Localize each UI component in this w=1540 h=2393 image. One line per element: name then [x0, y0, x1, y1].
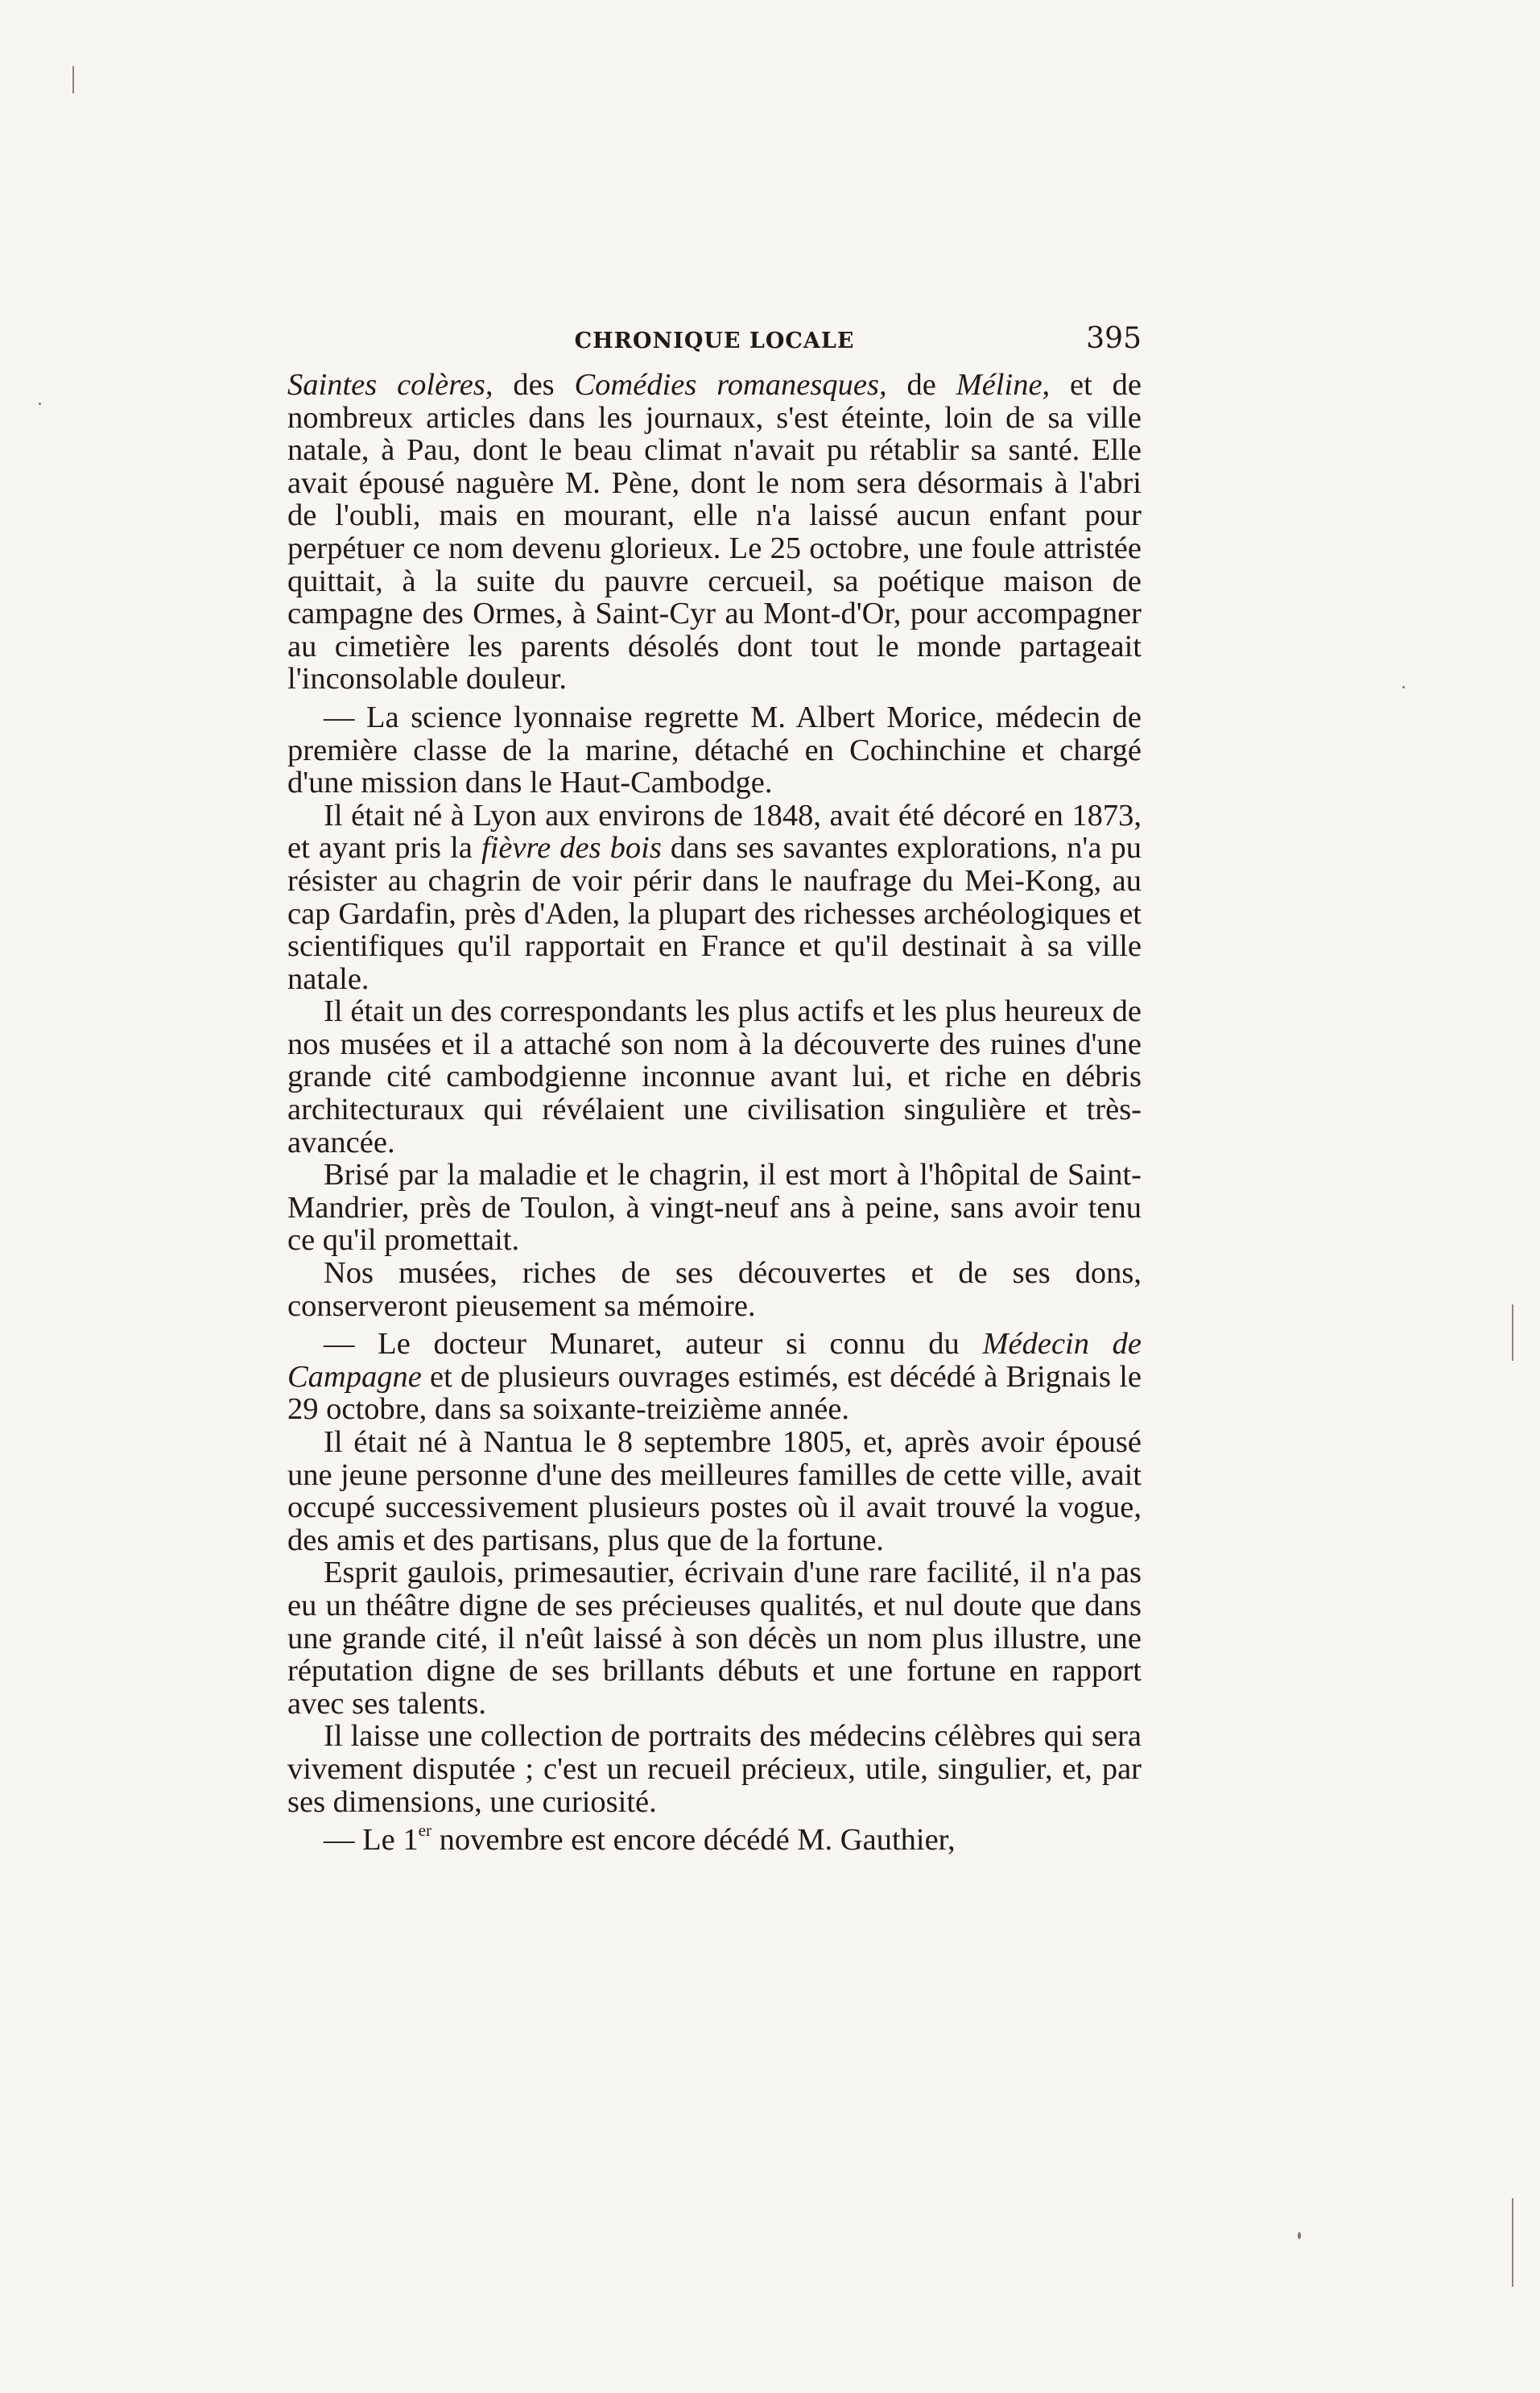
- running-header: [287, 322, 1142, 362]
- header-title: CHRONIQUE LOCALE: [574, 329, 855, 353]
- body-text: [287, 369, 1142, 1857]
- paragraph: Esprit gaulois, primesautier, écrivain d'une rare facilité, il n'a pas eu un théâtre digne de ses précieuses qualités, et nul doute que dans une grande cité, il n'eût laissé à son décès un nom plus illustre, une réputation digne de ses brillants débuts et une fortune en rapport avec ses talents.: [287, 1556, 1142, 1721]
- scan-speck: [1402, 686, 1405, 688]
- scan-mark: [1512, 1304, 1513, 1361]
- paragraph: Il était né à Lyon aux environs de 1848, avait été décoré en 1873, et ayant pris la fièvre des bois dans ses savantes explorations, n'a pu résister au chagrin de voir périr dans le naufrage du Mei-Kong, au cap Gardafin, près d'Aden, la plupart des richesses archéologiques et scientifiques qu'il rapportait en France et qu'il destinait à sa ville natale.: [287, 798, 1142, 996]
- paragraph: Saintes colères, des Comédies romanesques, de Méline, et de nombreux articles dans les journaux, s'est éteinte, loin de sa ville natale, à Pau, dont le beau climat n'avait pu rétablir sa santé. Elle avait épousé naguère M. Pène, dont le nom sera désormais à l'abri de l'oubli, mais en mourant, elle n'a laissé aucun enfant pour perpétuer ce nom devenu glorieux. Le 25 octobre, une foule attristée quittait, à la suite du pauvre cercueil, sa poétique maison de campagne des Ormes, à Saint-Cyr au Mont-d'Or, pour accompagner au cimetière les parents désolés dont tout le monde partageait l'inconsolable douleur.: [287, 368, 1142, 696]
- paragraph: Il était un des correspondants les plus actifs et les plus heureux de nos musées et il a attaché son nom à la découverte des ruines d'une grande cité cambodgienne inconnue avant lui, et riche en débris architecturaux qui révélaient une civilisation singulière et très-avancée.: [287, 994, 1142, 1159]
- paragraph: Brisé par la maladie et le chagrin, il est mort à l'hôpital de Saint-Mandrier, près de Toulon, à vingt-neuf ans à peine, sans avoir tenu ce qu'il promettait.: [287, 1158, 1142, 1258]
- paragraph: — La science lyonnaise regrette M. Albert Morice, médecin de première classe de la marine, détaché en Cochinchine et chargé d'une mission dans le Haut-Cambodge.: [287, 700, 1142, 800]
- paragraph: — Le docteur Munaret, auteur si connu du Médecin de Campagne et de plusieurs ouvrages estimés, est décédé à Brignais le 29 octobre, dans sa soixante-treizième année.: [287, 1327, 1142, 1427]
- paragraph: Il laisse une collection de portraits des médecins célèbres qui sera vivement disputée ; c'est un recueil précieux, utile, singulier, et, par ses dimensions, une curiosité.: [287, 1719, 1142, 1819]
- page-number: 395: [1086, 322, 1142, 355]
- scan-speck: [39, 403, 41, 405]
- scan-mark: [1512, 2198, 1513, 2287]
- paragraph: Nos musées, riches de ses découvertes et de ses dons, conserveront pieusement sa mémoire.: [287, 1256, 1142, 1323]
- paragraph: Il était né à Nantua le 8 septembre 1805, et, après avoir épousé une jeune personne d'une des meilleures familles de cette ville, avait occupé successivement plusieurs postes où il avait trouvé la vogue, des amis et des partisans, plus que de la fortune.: [287, 1425, 1142, 1557]
- scan-speck: [1298, 2232, 1301, 2239]
- scan-mark: [72, 66, 74, 93]
- paragraph: — Le 1er novembre est encore décédé M. Gauthier,: [324, 1821, 956, 1858]
